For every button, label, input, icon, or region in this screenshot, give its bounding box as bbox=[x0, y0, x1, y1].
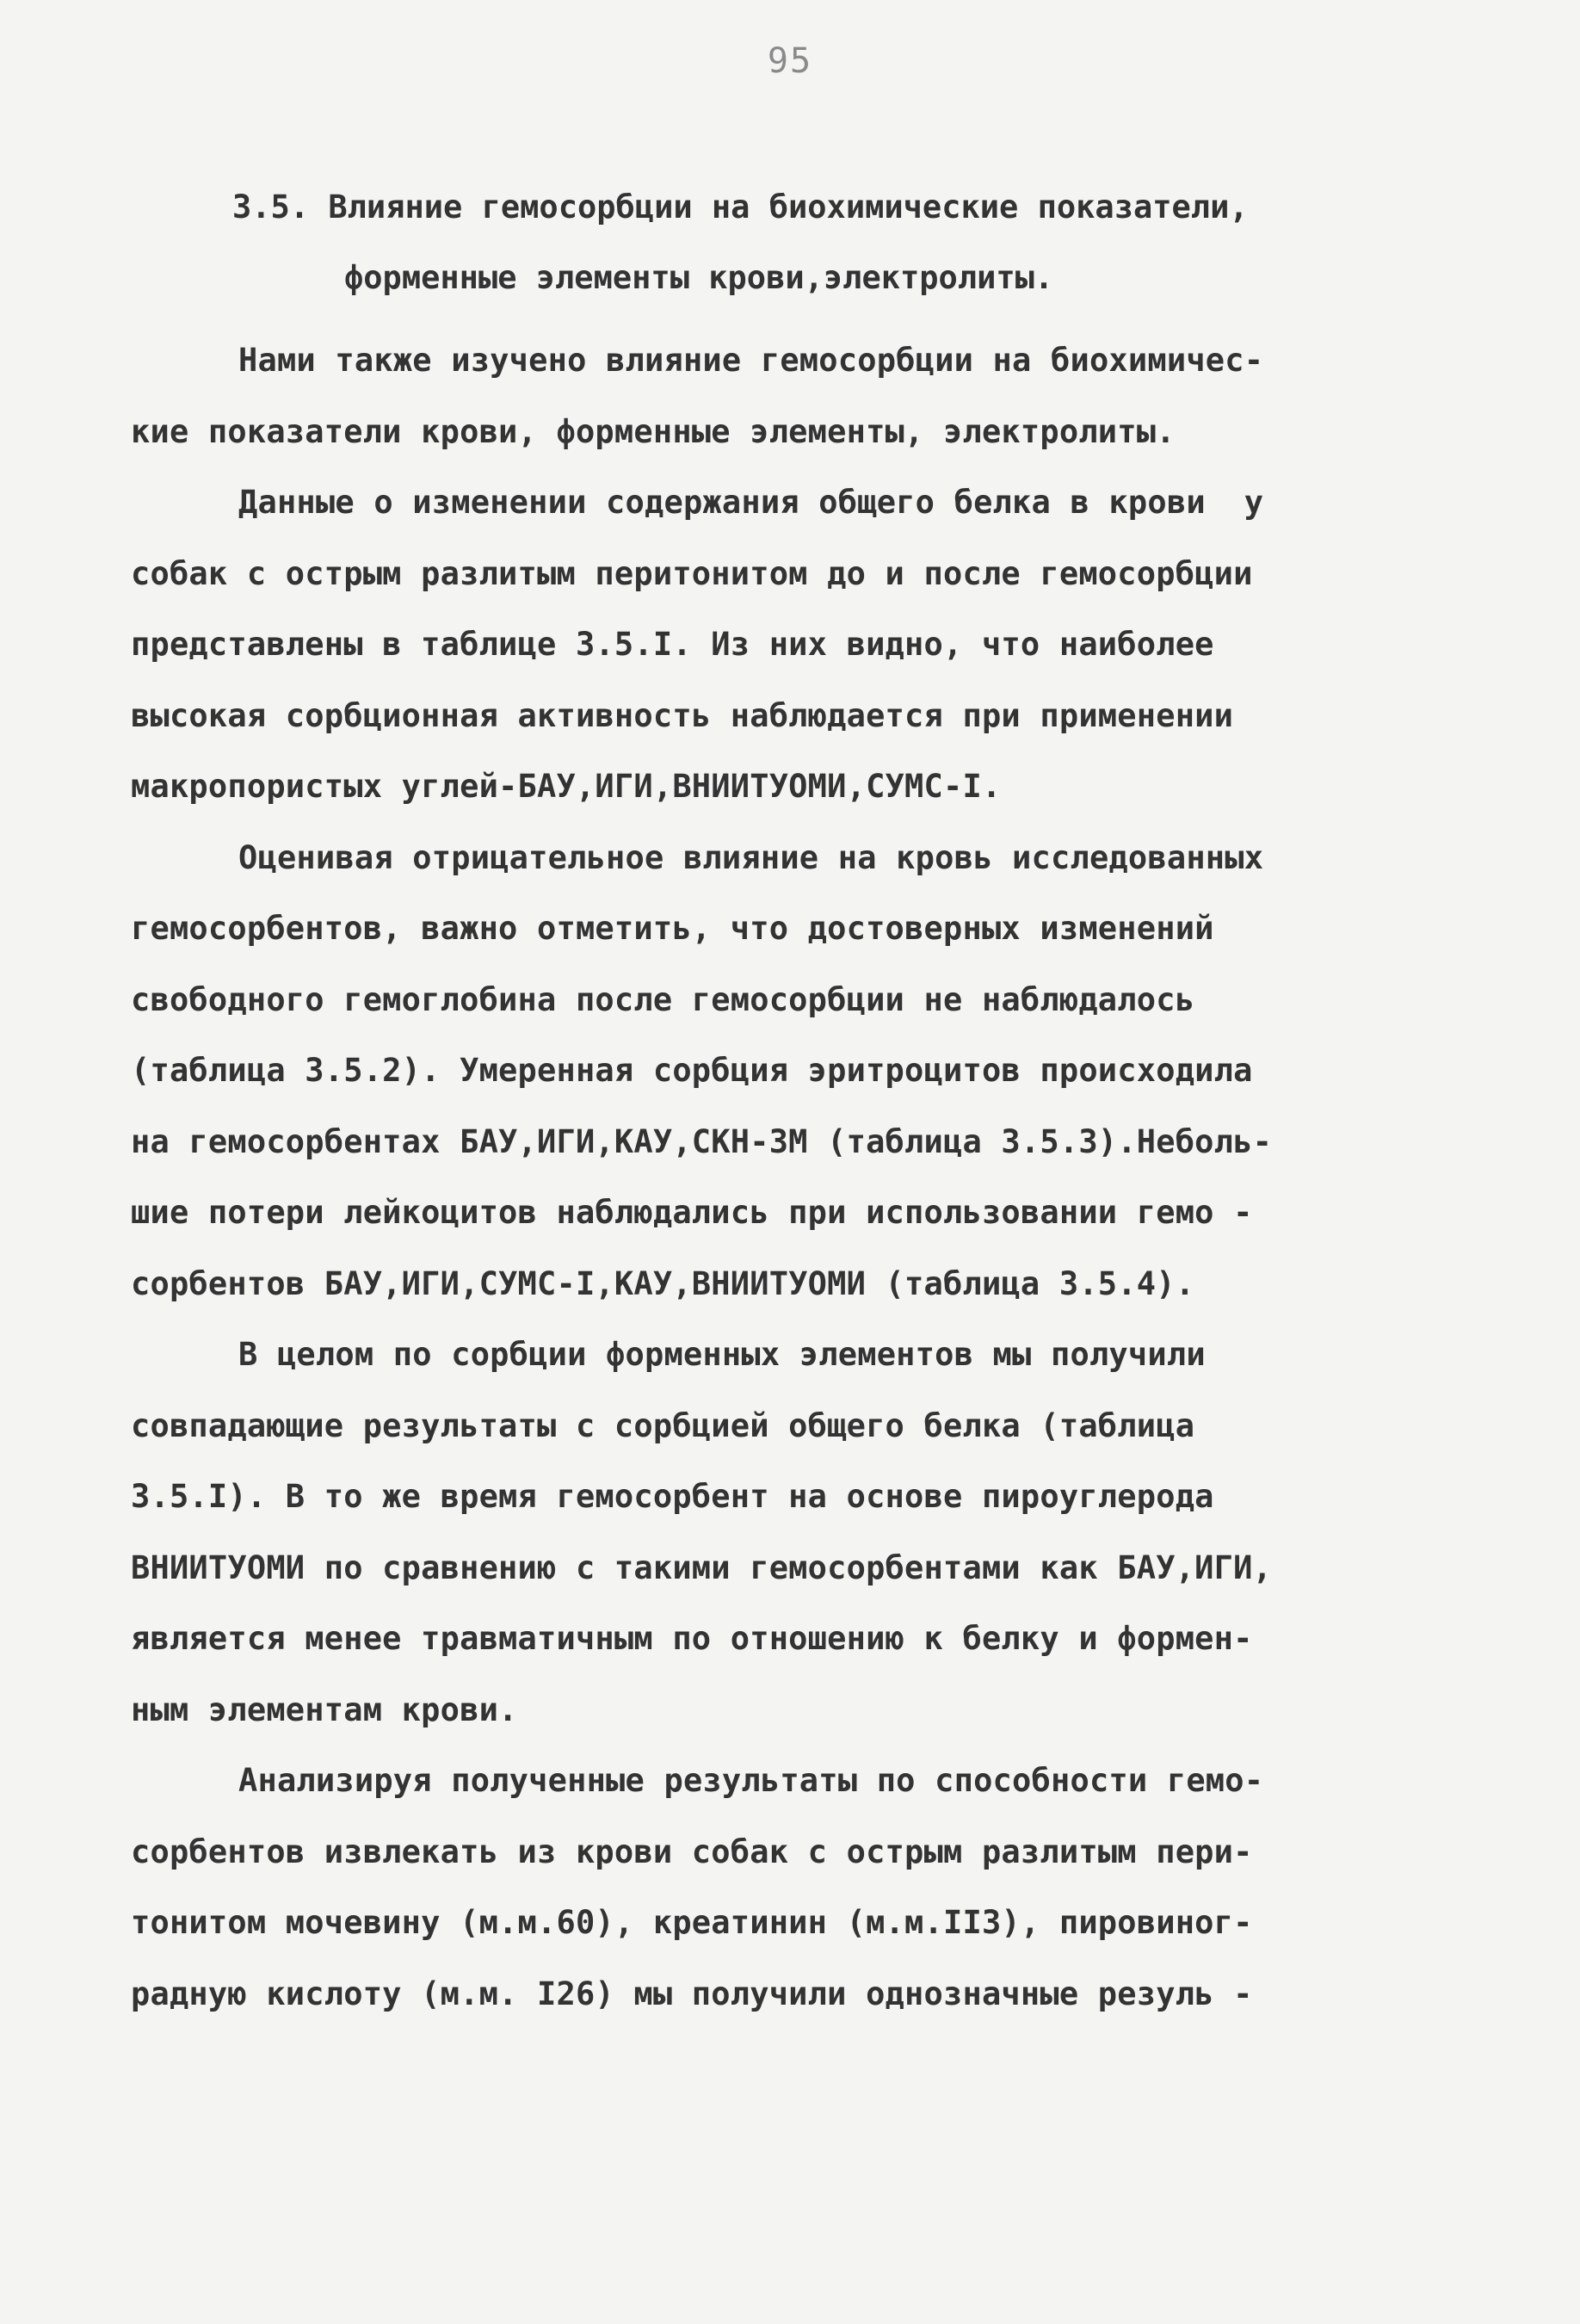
text-line: радную кислоту (м.м. I26) мы получили однозначные резуль - bbox=[131, 1975, 1253, 2012]
text-line: гемосорбентов, важно отметить, что достоверных изменений bbox=[131, 910, 1214, 947]
text-line: является менее травматичным по отношению к белку и формен- bbox=[131, 1620, 1253, 1657]
text-line: на гемосорбентах БАУ,ИГИ,КАУ,СКН-3М (таблица 3.5.3).Неболь- bbox=[131, 1122, 1273, 1160]
text-line: свободного гемоглобина после гемосорбции не наблюдалось bbox=[131, 980, 1195, 1018]
text-line: ВНИИТУОМИ по сравнению с такими гемосорбентами как БАУ,ИГИ, bbox=[131, 1548, 1273, 1586]
body-text bbox=[131, 325, 1422, 2030]
text-line: Анализируя полученные результаты по способности гемо- bbox=[238, 1762, 1264, 1799]
text-line: макропористых углей-БАУ,ИГИ,ВНИИТУОМИ,СУМС-I. bbox=[131, 768, 1002, 805]
text-line: 3.5.I). В то же время гемосорбент на основе пироуглерода bbox=[131, 1478, 1214, 1515]
text-line: В целом по сорбции форменных элементов мы получили bbox=[238, 1336, 1206, 1373]
text-line: Нами также изучено влияние гемосорбции на биохимичес- bbox=[238, 342, 1264, 379]
text-line: сорбентов БАУ,ИГИ,СУМС-I,КАУ,ВНИИТУОМИ (таблица 3.5.4). bbox=[131, 1264, 1195, 1302]
text-line: ным элементам крови. bbox=[131, 1690, 518, 1728]
text-line: (таблица 3.5.2). Умеренная сорбция эритроцитов происходила bbox=[131, 1052, 1253, 1089]
section-heading-line: форменные элементы крови,электролиты. bbox=[344, 259, 1054, 296]
section-heading-line: 3.5. Влияние гемосорбции на биохимические показатели, bbox=[232, 189, 1249, 226]
text-line: совпадающие результаты с сорбцией общего белка (таблица bbox=[131, 1406, 1195, 1444]
paragraph bbox=[131, 325, 1422, 467]
section-heading bbox=[232, 172, 1454, 313]
text-line: тонитом мочевину (м.м.60), креатинин (м.м.II3), пировиног- bbox=[131, 1904, 1253, 1941]
text-line: кие показатели крови, форменные элементы, электролиты. bbox=[131, 412, 1176, 450]
text-line: Оценивая отрицательное влияние на кровь исследованных bbox=[238, 838, 1264, 876]
text-line: Данные о изменении содержания общего белка в крови у bbox=[238, 484, 1264, 521]
text-line: высокая сорбционная активность наблюдается при применении bbox=[131, 696, 1234, 734]
text-line: шие потери лейкоцитов наблюдались при использовании гемо - bbox=[131, 1194, 1253, 1231]
paragraph bbox=[131, 1746, 1422, 2030]
page-number: 95 bbox=[767, 41, 813, 81]
paragraph bbox=[131, 823, 1422, 1320]
paragraph bbox=[131, 1320, 1422, 1746]
paragraph bbox=[131, 467, 1422, 823]
text-line: представлены в таблице 3.5.I. Из них видно, что наиболее bbox=[131, 626, 1214, 663]
text-line: сорбентов извлекать из крови собак с острым разлитым пери- bbox=[131, 1833, 1253, 1870]
text-line: собак с острым разлитым перитонитом до и после гемосорбции bbox=[131, 554, 1253, 592]
